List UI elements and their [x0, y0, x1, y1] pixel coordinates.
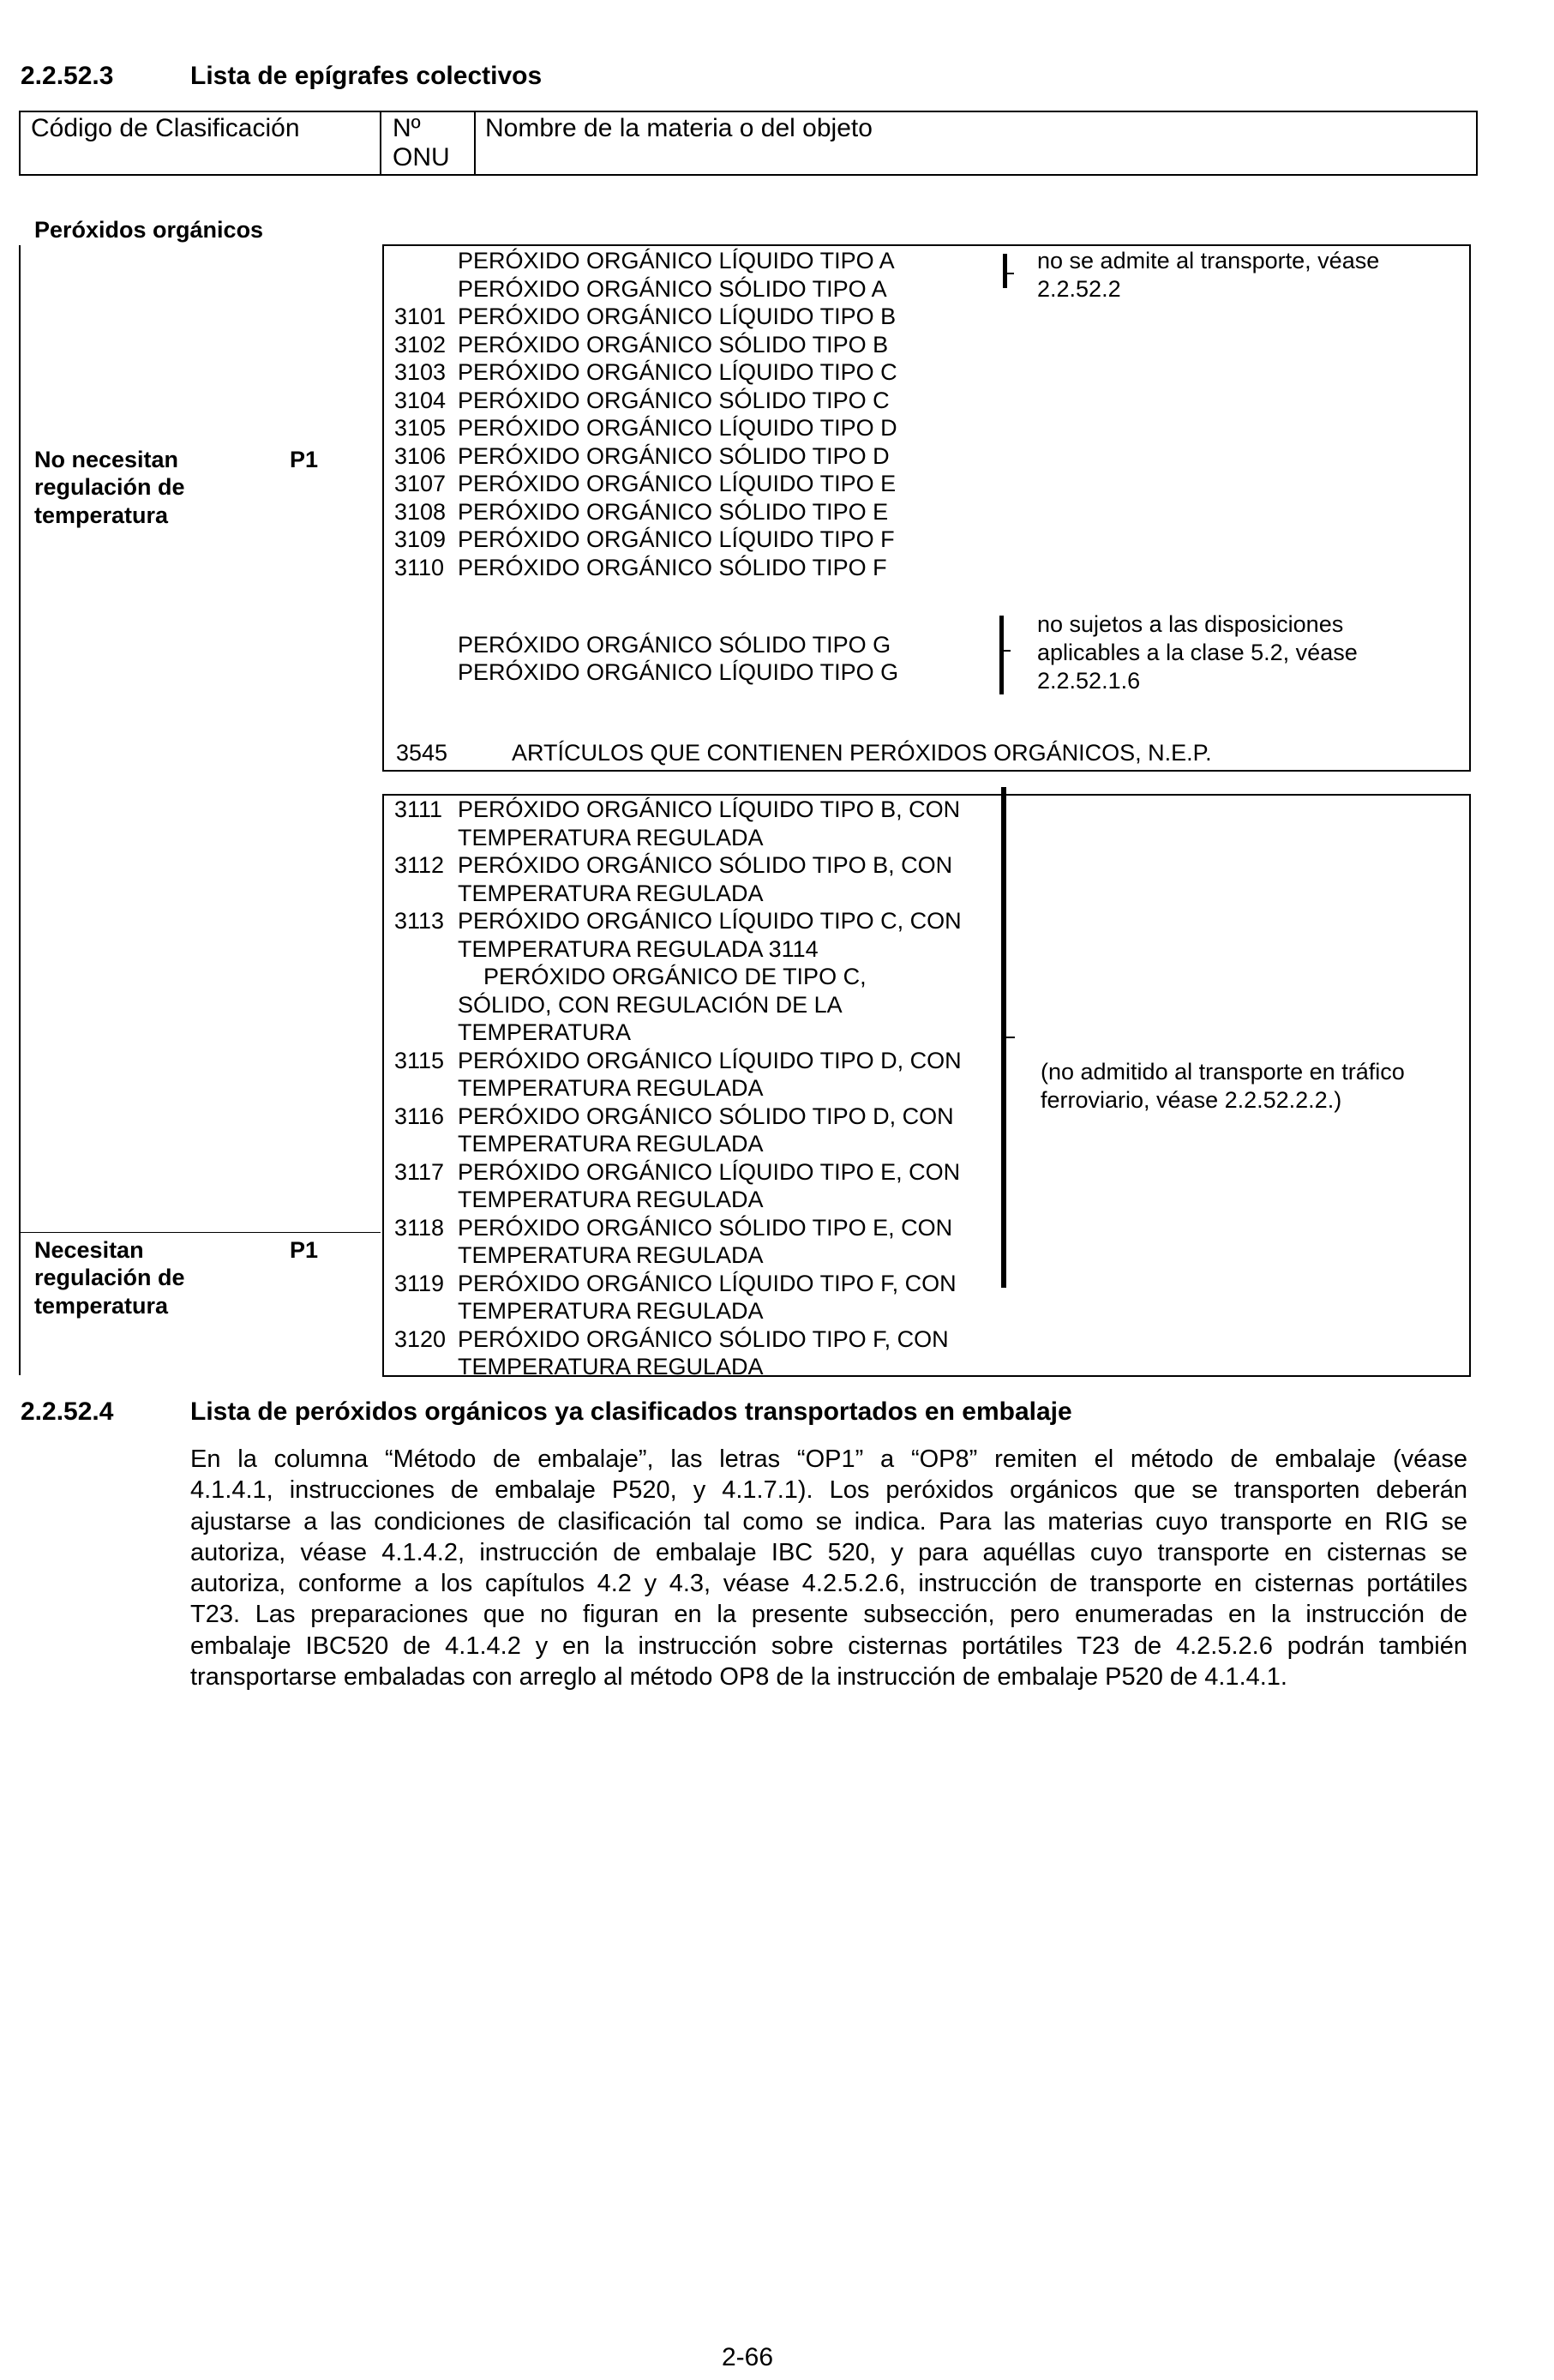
group-title-organic-peroxides: Peróxidos orgánicos	[34, 217, 264, 243]
label-no-regulation-line3: temperatura	[34, 502, 169, 528]
substance-name: PERÓXIDO ORGÁNICO LÍQUIDO TIPO C, CON	[458, 908, 962, 934]
un-number: 3111	[394, 796, 443, 822]
note-regulation-line1: (no admitido al transporte en tráfico	[1041, 1059, 1405, 1085]
type-g-solid: PERÓXIDO ORGÁNICO SÓLIDO TIPO G	[458, 632, 891, 658]
substance-name: PERÓXIDO ORGÁNICO SÓLIDO TIPO C	[458, 387, 890, 413]
substance-name: TEMPERATURA REGULADA	[458, 1131, 764, 1157]
un-number: 3119	[394, 1270, 445, 1296]
label-regulation-line2: regulación de	[34, 1265, 185, 1290]
list-item	[394, 935, 994, 964]
bracket-type-g-tick	[1004, 650, 1011, 652]
un-number: 3116	[394, 1103, 445, 1129]
paragraph-line: embalaje IBC520 de 4.1.4.2 y en la instrucción sobre cisternas portátiles T23 de 4.2.5.2.6 podrán también	[190, 1632, 1467, 1660]
substance-name: PERÓXIDO ORGÁNICO SÓLIDO TIPO D, CON	[458, 1103, 954, 1129]
bracket-type-g	[999, 616, 1004, 694]
section-paragraph	[190, 1444, 1467, 1692]
paragraph-line: autoriza, véase 4.1.4.2, instrucción de embalaje IBC 520, y para aquéllas cuyo transporte en cisternas se	[190, 1538, 1467, 1566]
list-item	[394, 1353, 994, 1381]
list-item	[394, 1270, 994, 1298]
bracket-type-a	[1003, 254, 1007, 288]
substance-name: TEMPERATURA REGULADA	[458, 1187, 764, 1212]
un-number: 3106	[394, 442, 447, 469]
list-item	[394, 824, 994, 852]
substance-name: PERÓXIDO ORGÁNICO LÍQUIDO TIPO F, CON	[458, 1270, 957, 1296]
header-un-number-line1: Nº	[393, 114, 421, 142]
header-un-number-line2: ONU	[393, 143, 450, 171]
header-divider-1	[380, 111, 381, 176]
substance-name: PERÓXIDO ORGÁNICO SÓLIDO TIPO A	[458, 275, 887, 302]
substance-name: PERÓXIDO ORGÁNICO SÓLIDO TIPO F	[458, 554, 887, 580]
substance-name: PERÓXIDO ORGÁNICO SÓLIDO TIPO E	[458, 498, 889, 525]
un-number: 3117	[394, 1158, 445, 1185]
un-number: 3105	[394, 415, 447, 441]
nep-un-number: 3545	[396, 740, 448, 766]
un-number: 3101	[394, 304, 447, 329]
un-number: 3108	[394, 498, 447, 525]
label-regulation-line3: temperatura	[34, 1293, 169, 1319]
code-regulation: P1	[290, 1237, 319, 1263]
section-number-2-2-52-3: 2.2.52.3	[21, 62, 114, 90]
list-item	[394, 247, 1011, 275]
note-type-a-line2: 2.2.52.2	[1037, 276, 1121, 302]
list-item	[394, 1325, 994, 1354]
substance-name: PERÓXIDO ORGÁNICO SÓLIDO TIPO F, CON	[458, 1325, 949, 1352]
paragraph-line: transportarse embaladas con arreglo al método OP8 de la instrucción de embalaje P520 de 4.1.4.1.	[190, 1663, 1287, 1692]
list-item	[394, 275, 1011, 304]
list-item	[394, 1019, 994, 1047]
list-regulation	[394, 796, 994, 1381]
substance-name: PERÓXIDO ORGÁNICO LÍQUIDO TIPO F	[458, 526, 895, 552]
substance-name: PERÓXIDO ORGÁNICO SÓLIDO TIPO D	[458, 442, 890, 469]
list-item	[394, 880, 994, 908]
un-number: 3110	[394, 554, 445, 580]
list-item	[394, 526, 1011, 554]
substance-name: PERÓXIDO ORGÁNICO DE TIPO C,	[458, 964, 867, 989]
list-item	[394, 1158, 994, 1187]
label-regulation-line1: Necesitan	[34, 1237, 144, 1263]
note-type-g-line3: 2.2.52.1.6	[1037, 668, 1141, 694]
list-item	[394, 1297, 994, 1325]
bracket-regulation-tick	[1006, 1037, 1015, 1038]
list-item	[394, 331, 1011, 359]
substance-name: TEMPERATURA	[458, 1019, 632, 1045]
list-item	[394, 1130, 994, 1158]
list-item	[394, 358, 1011, 387]
list-item	[394, 963, 994, 991]
list-item	[394, 470, 1011, 498]
list-item	[394, 554, 1011, 582]
nep-name: ARTÍCULOS QUE CONTIENEN PERÓXIDOS ORGÁNICOS, N.E.P.	[512, 740, 1212, 766]
substance-name: PERÓXIDO ORGÁNICO LÍQUIDO TIPO E	[458, 471, 897, 496]
header-substance-name: Nombre de la materia o del objeto	[485, 114, 873, 142]
list-item	[394, 1074, 994, 1103]
un-number: 3112	[394, 852, 445, 878]
substance-name: TEMPERATURA REGULADA	[458, 1354, 764, 1379]
label-regulation-top-rule	[21, 1232, 381, 1233]
un-number: 3107	[394, 471, 447, 496]
code-no-regulation: P1	[290, 447, 319, 472]
substance-name: TEMPERATURA REGULADA 3114	[458, 935, 819, 962]
un-number: 3103	[394, 359, 447, 385]
list-item	[394, 414, 1011, 442]
classification-left-border	[19, 245, 21, 1375]
paragraph-line: 4.1.4.1, instrucciones de embalaje P520, y 4.1.7.1). Los peróxidos orgánicos que se transporten deberán	[190, 1476, 1467, 1505]
substance-name: PERÓXIDO ORGÁNICO SÓLIDO TIPO B, CON	[458, 852, 953, 878]
list-item	[394, 498, 1011, 526]
un-number: 3104	[394, 387, 447, 413]
substance-name: PERÓXIDO ORGÁNICO LÍQUIDO TIPO E, CON	[458, 1158, 961, 1185]
substance-name: PERÓXIDO ORGÁNICO SÓLIDO TIPO E, CON	[458, 1214, 953, 1241]
substance-name: PERÓXIDO ORGÁNICO LÍQUIDO TIPO A	[458, 248, 895, 273]
un-number: 3109	[394, 526, 447, 552]
un-number: 3113	[394, 908, 445, 934]
substance-name: TEMPERATURA REGULADA	[458, 880, 764, 906]
paragraph-line: T23. Las preparaciones que no figuran en la presente subsección, pero enumeradas en la instrucción de	[190, 1601, 1467, 1629]
list-item	[394, 303, 1011, 331]
note-type-g-line1: no sujetos a las disposiciones	[1037, 611, 1344, 637]
label-no-regulation-line2: regulación de	[34, 474, 185, 500]
list-item	[394, 1214, 994, 1242]
note-regulation-line2: ferroviario, véase 2.2.52.2.2.)	[1041, 1087, 1342, 1113]
list-item	[394, 1241, 994, 1270]
substance-name: TEMPERATURA REGULADA	[458, 1075, 764, 1101]
substance-name: TEMPERATURA REGULADA	[458, 824, 764, 850]
label-no-regulation-line1: No necesitan	[34, 447, 179, 472]
substance-name: SÓLIDO, CON REGULACIÓN DE LA	[458, 991, 843, 1018]
substance-name: TEMPERATURA REGULADA	[458, 1298, 764, 1324]
paragraph-line: autoriza, conforme a los capítulos 4.2 y 4.3, véase 4.2.5.2.6, instrucción de transporte en cisternas portátiles	[190, 1570, 1467, 1598]
substance-name: PERÓXIDO ORGÁNICO LÍQUIDO TIPO B	[458, 304, 897, 329]
substance-name: PERÓXIDO ORGÁNICO LÍQUIDO TIPO B, CON	[458, 796, 961, 822]
bracket-type-a-tick	[1007, 273, 1014, 274]
paragraph-line: En la columna “Método de embalaje”, las letras “OP1” a “OP8” remiten el método de embalaje (véase	[190, 1445, 1467, 1473]
list-no-regulation	[394, 247, 1011, 581]
un-number: 3118	[394, 1214, 445, 1241]
header-classification-code: Código de Clasificación	[31, 114, 300, 142]
list-item	[394, 796, 994, 824]
list-item	[394, 387, 1011, 415]
type-g-liquid: PERÓXIDO ORGÁNICO LÍQUIDO TIPO G	[458, 659, 899, 685]
list-item	[394, 991, 994, 1019]
section-title-collective-entries: Lista de epígrafes colectivos	[190, 62, 543, 90]
list-item	[394, 907, 994, 935]
substance-name: PERÓXIDO ORGÁNICO LÍQUIDO TIPO D, CON	[458, 1047, 962, 1073]
substance-name: PERÓXIDO ORGÁNICO LÍQUIDO TIPO C	[458, 359, 897, 385]
substance-name: PERÓXIDO ORGÁNICO SÓLIDO TIPO B	[458, 331, 889, 358]
section-number-2-2-52-4: 2.2.52.4	[21, 1397, 114, 1426]
list-item	[394, 851, 994, 880]
page-number: 2-66	[722, 2343, 774, 2371]
substance-name: TEMPERATURA REGULADA	[458, 1242, 764, 1268]
section-title-classified-peroxides: Lista de peróxidos orgánicos ya clasificados transportados en embalaje	[190, 1397, 1072, 1426]
un-number: 3102	[394, 331, 447, 358]
un-number: 3115	[394, 1047, 445, 1073]
note-type-g-line2: aplicables a la clase 5.2, véase	[1037, 640, 1358, 665]
list-item	[394, 1047, 994, 1075]
list-item	[394, 442, 1011, 471]
un-number: 3120	[394, 1325, 447, 1352]
paragraph-line: ajustarse a las condiciones de clasificación tal como se indica. Para las materias cuyo transporte en RIG se	[190, 1507, 1467, 1536]
header-divider-2	[474, 111, 476, 176]
note-type-a-line1: no se admite al transporte, véase	[1037, 248, 1380, 273]
substance-name: PERÓXIDO ORGÁNICO LÍQUIDO TIPO D	[458, 415, 897, 441]
list-item	[394, 1186, 994, 1214]
list-item	[394, 1103, 994, 1131]
